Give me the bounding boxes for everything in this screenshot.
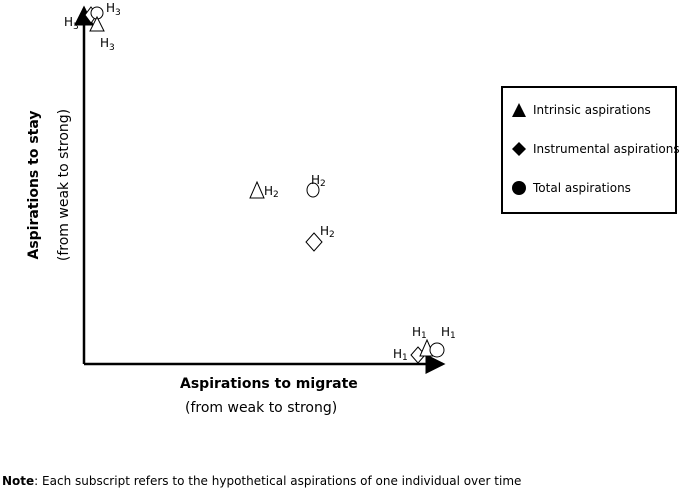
h2-triangle-label: H2 — [264, 184, 279, 200]
legend-label: Intrinsic aspirations — [533, 103, 651, 117]
h1-label-right: H1 — [441, 325, 456, 341]
h3-label-below: $H_3$ — [100, 36, 115, 53]
h1-cluster — [393, 325, 456, 363]
legend-label: Instrumental aspirations — [533, 142, 680, 156]
h1-label-left: H1 — [393, 347, 408, 363]
h1-circle — [430, 343, 444, 357]
diamond-icon — [511, 141, 527, 157]
h3-label-right: $H_3$ — [106, 1, 121, 18]
h3-cluster — [64, 1, 121, 53]
legend-label: Total aspirations — [533, 181, 631, 195]
legend-item-instrumental — [511, 141, 680, 157]
triangle-icon — [511, 102, 527, 118]
h2-cluster — [250, 173, 335, 251]
footnote — [2, 474, 521, 488]
h2-triangle — [250, 182, 264, 198]
x-axis-label: Aspirations to migrate — [180, 376, 358, 392]
y-axis-sublabel: (from weak to strong) — [56, 108, 72, 262]
h2-circle-label: H2 — [311, 173, 326, 189]
h3-label-left: $H_3$ — [64, 15, 79, 32]
legend — [501, 86, 680, 214]
h2-diamond-label: H2 — [320, 224, 335, 240]
footnote-bold: Note — [2, 474, 35, 488]
x-axis-sublabel: (from weak to strong) — [185, 400, 338, 416]
circle-icon — [511, 180, 527, 196]
legend-item-total — [511, 180, 631, 196]
footnote-text: : Each subscript refers to the hypothetical aspirations of one individual over time — [34, 474, 522, 488]
h1-label-top: H1 — [412, 325, 427, 341]
legend-item-intrinsic — [511, 102, 651, 118]
y-axis-label: Aspirations to stay — [26, 110, 42, 260]
